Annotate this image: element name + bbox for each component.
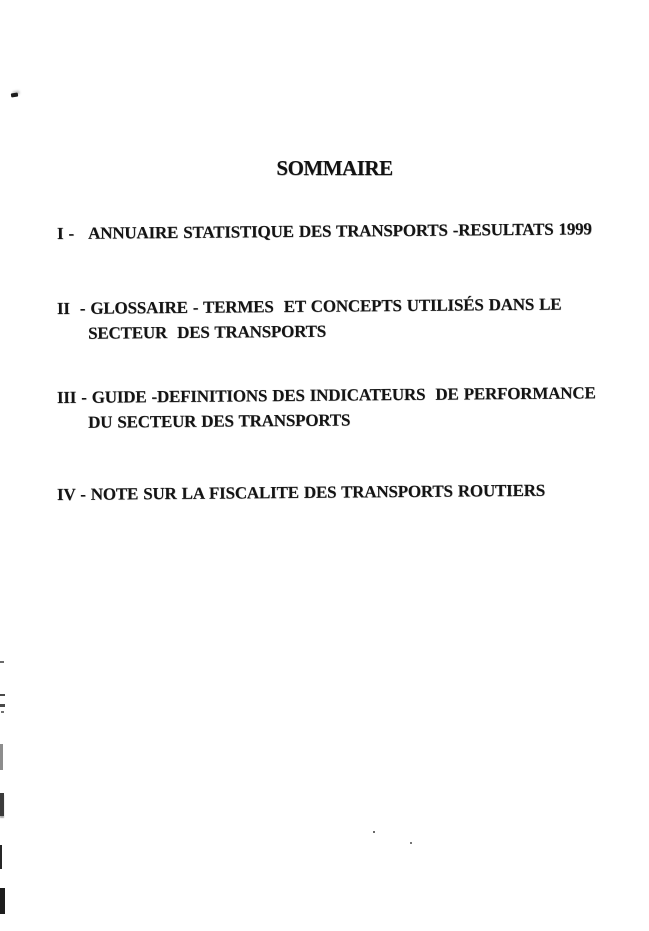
- scan-artifact-dot: [373, 831, 375, 833]
- scan-artifact-edge-bar: [0, 845, 2, 869]
- scan-artifact-edge-bar: [0, 793, 4, 816]
- scan-artifact-speck: [11, 93, 18, 98]
- toc-item-glossaire: [57, 291, 639, 346]
- toc-item-line: DU SECTEUR DES TRANSPORTS: [88, 410, 351, 432]
- scan-artifact-dot: [410, 842, 412, 844]
- toc-item-line: IV - NOTE SUR LA FISCALITE DES TRANSPORTS ROUTIERS: [56, 480, 546, 504]
- scan-artifact-edge-bar: [0, 888, 5, 914]
- toc-item-annuaire: [57, 216, 639, 246]
- scan-artifact-edge-tick: [1, 711, 4, 713]
- toc-item-guide: [57, 380, 639, 435]
- toc-item-line: II - GLOSSAIRE - TERMES ET CONCEPTS UTILISÉS DANS LE: [56, 294, 562, 319]
- toc-item-note-fiscalite: [57, 477, 639, 507]
- scan-artifact-edge-tick: [0, 694, 5, 696]
- scan-artifact-edge-tick: [0, 661, 4, 663]
- toc-item-line: III - GUIDE -DEFINITIONS DES INDICATEURS DE PERFORMANCE: [56, 383, 596, 408]
- scan-artifact-edge-tick: [0, 704, 5, 707]
- scan-artifact-edge-bar: [0, 744, 3, 770]
- toc-item-line: I - ANNUAIRE STATISTIQUE DES TRANSPORTS -RESULTATS 1999: [56, 219, 592, 243]
- page-title: SOMMAIRE: [276, 156, 393, 180]
- toc-item-line: SECTEUR DES TRANSPORTS: [88, 321, 327, 343]
